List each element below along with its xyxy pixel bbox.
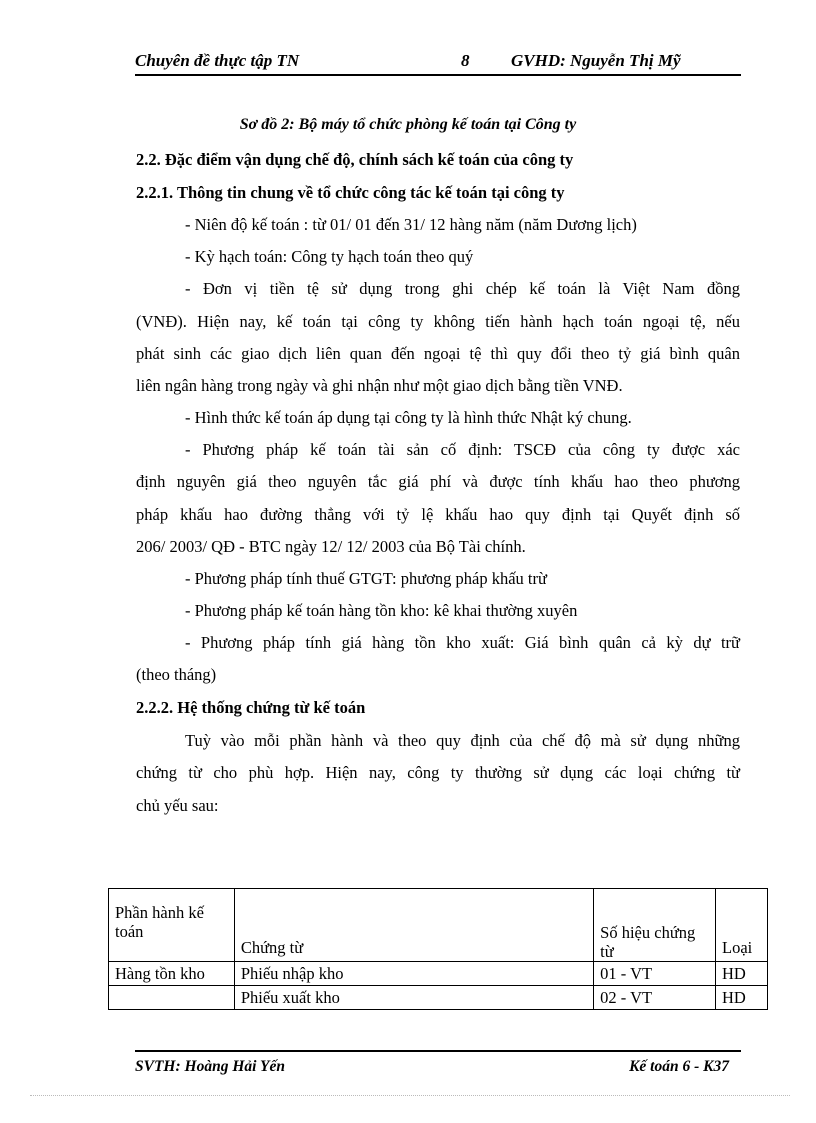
page-header bbox=[135, 50, 741, 76]
inventory-method-line: - Phương pháp kế toán hàng tồn kho: kê khai thường xuyên bbox=[185, 601, 578, 620]
inventory-price-line-1: - Phương pháp tính giá hàng tồn kho xuất: Giá bình quân cả kỳ dự trữ bbox=[185, 633, 740, 652]
currency-paragraph-line-4: liên ngân hàng trong ngày và ghi nhận như một giao dịch bằng tiền VNĐ. bbox=[136, 376, 623, 395]
vouchers-intro-line-1: Tuỳ vào mỗi phần hành và theo quy định của chế độ mà sử dụng những bbox=[185, 731, 740, 750]
header-supervisor: GVHD: Nguyễn Thị Mỹ bbox=[511, 51, 681, 70]
page-footer bbox=[135, 1050, 741, 1075]
column-header-accounting-area: Phần hành kế toán bbox=[109, 889, 235, 962]
fixed-assets-line-3: pháp khấu hao đường thẳng với tỷ lệ khấu hao quy định tại Quyết định số bbox=[136, 505, 740, 524]
table-cell-type: HD bbox=[716, 962, 768, 986]
vouchers-intro-line-3: chủ yếu sau: bbox=[136, 796, 219, 815]
currency-paragraph-line-2: (VNĐ). Hiện nay, kế toán tại công ty không tiến hành hạch toán ngoại tệ, nếu bbox=[136, 312, 740, 331]
page-edge-divider bbox=[30, 1095, 790, 1096]
table-cell-voucher: Phiếu nhập kho bbox=[234, 962, 593, 986]
column-header-type: Loại bbox=[716, 889, 768, 962]
table-cell-accounting-area bbox=[109, 986, 235, 1010]
accounting-period-line: - Kỳ hạch toán: Công ty hạch toán theo quý bbox=[185, 247, 474, 266]
table-cell-voucher: Phiếu xuất kho bbox=[234, 986, 593, 1010]
vouchers-intro-line-2: chứng từ cho phù hợp. Hiện nay, công ty thường sử dụng các loại chứng từ bbox=[136, 763, 740, 782]
column-header-voucher-number: Số hiệu chứng từ bbox=[594, 889, 716, 962]
table-cell-voucher-number: 02 - VT bbox=[594, 986, 716, 1010]
diagram-caption: Sơ đồ 2: Bộ máy tổ chức phòng kế toán tại Công ty bbox=[239, 116, 577, 133]
table-cell-accounting-area: Hàng tồn kho bbox=[109, 962, 235, 986]
footer-class: Kế toán 6 - K37 bbox=[629, 1058, 729, 1075]
currency-paragraph-line-1: - Đơn vị tiền tệ sử dụng trong ghi chép kế toán là Việt Nam đồng bbox=[185, 279, 740, 298]
header-page-number: 8 bbox=[461, 51, 470, 70]
fiscal-year-line: - Niên độ kế toán : từ 01/ 01 đến 31/ 12 hàng năm (năm Dương lịch) bbox=[185, 215, 637, 234]
section-heading-2-2: 2.2. Đặc điểm vận dụng chế độ, chính sách kế toán của công ty bbox=[136, 150, 574, 169]
voucher-table bbox=[108, 888, 768, 1010]
bookkeeping-form-line: - Hình thức kế toán áp dụng tại công ty là hình thức Nhật ký chung. bbox=[185, 408, 632, 427]
table-row bbox=[109, 986, 768, 1010]
fixed-assets-line-4: 206/ 2003/ QĐ - BTC ngày 12/ 12/ 2003 của Bộ Tài chính. bbox=[136, 537, 526, 556]
table-row bbox=[109, 962, 768, 986]
table-header-row bbox=[109, 889, 768, 962]
vat-method-line: - Phương pháp tính thuế GTGT: phương pháp khấu trừ bbox=[185, 569, 547, 588]
inventory-price-line-2: (theo tháng) bbox=[136, 665, 217, 684]
currency-paragraph-line-3: phát sinh các giao dịch liên quan đến ngoại tệ thì quy đổi theo tỷ giá bình quân bbox=[136, 344, 740, 363]
section-heading-2-2-2: 2.2.2. Hệ thống chứng từ kế toán bbox=[136, 698, 366, 717]
fixed-assets-line-1: - Phương pháp kế toán tài sản cố định: TSCĐ của công ty được xác bbox=[185, 440, 740, 459]
footer-student: SVTH: Hoàng Hải Yến bbox=[135, 1058, 285, 1075]
section-heading-2-2-1: 2.2.1. Thông tin chung về tổ chức công tác kế toán tại công ty bbox=[136, 183, 565, 202]
table-cell-voucher-number: 01 - VT bbox=[594, 962, 716, 986]
table-cell-type: HD bbox=[716, 986, 768, 1010]
column-header-voucher: Chứng từ bbox=[234, 889, 593, 962]
fixed-assets-line-2: định nguyên giá theo nguyên tắc giá phí và được tính khấu hao theo phương bbox=[136, 472, 740, 491]
header-report-title: Chuyên đề thực tập TN bbox=[135, 51, 300, 70]
